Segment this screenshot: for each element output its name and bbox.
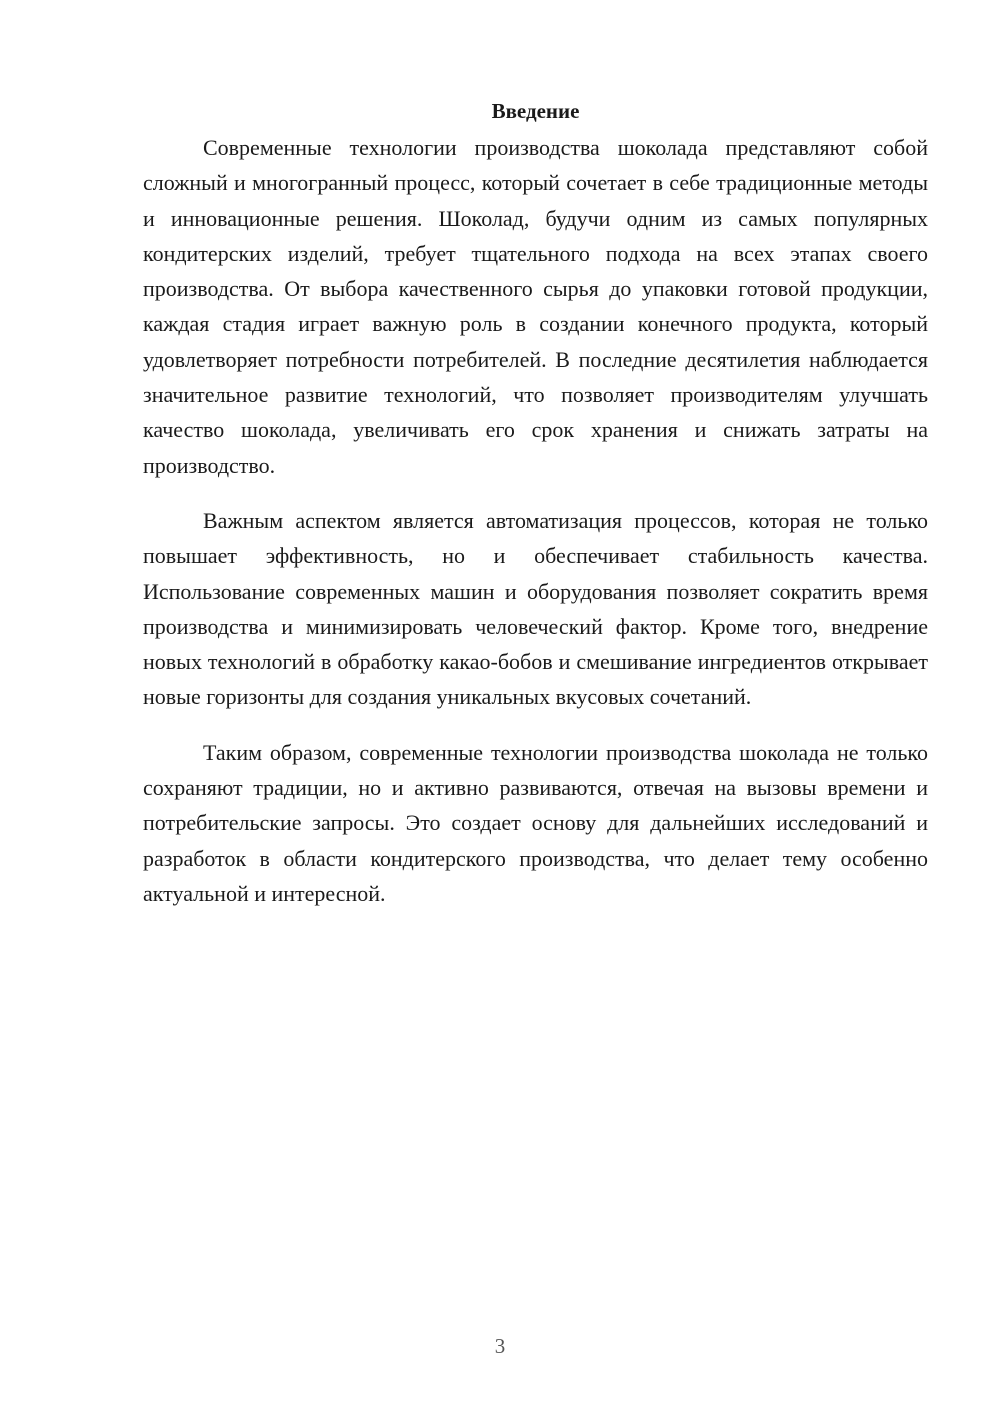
paragraph-1: Современные технологии производства шоколада представляют собой сложный и многогранный процесс, который сочетает в себе традиционные методы и инновационные решения. Шоколад, будучи одним из самых популярных кондитерских изделий, требует тщательного подхода на всех этапах своего производства. От выбора качественного сырья до упаковки готовой продукции, каждая стадия играет важную роль в создании конечного продукта, который удовлетворяет потребности потребителей. В последние десятилетия наблюдается значительное развитие технологий, что позволяет производителям улучшать качество шоколада, увеличивать его срок хранения и снижать затраты на производство.: [143, 135, 928, 478]
page-content: [143, 96, 928, 931]
paragraph-2: Важным аспектом является автоматизация процессов, которая не только повышает эффективность, но и обеспечивает стабильность качества. Использование современных машин и оборудования позволяет сократить время производства и минимизировать человеческий фактор. Кроме того, внедрение новых технологий в обработку какао-бобов и смешивание ингредиентов открывает новые горизонты для создания уникальных вкусовых сочетаний.: [143, 507, 928, 710]
paragraph-3: Таким образом, современные технологии производства шоколада не только сохраняют традиции, но и активно развиваются, отвечая на вызовы времени и потребительские запросы. Это создает основу для дальнейших исследований и разработок в области кондитерского производства, что делает тему особенно актуальной и интересной.: [143, 739, 928, 906]
page-number: 3: [494, 1334, 506, 1358]
section-heading: Введение: [491, 99, 580, 123]
